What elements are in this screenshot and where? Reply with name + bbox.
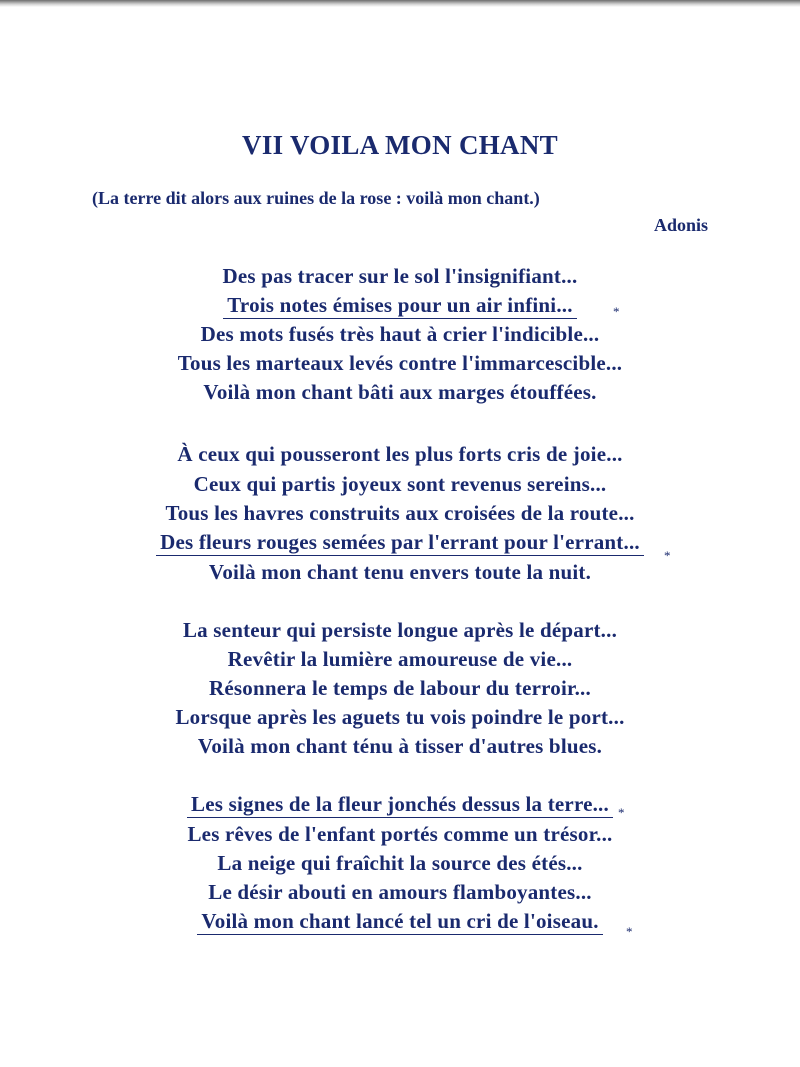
poem-title: VII VOILA MON CHANT xyxy=(242,130,558,160)
verse-line: Des pas tracer sur le sol l'insignifiant... xyxy=(222,264,578,288)
verse-line: Tous les marteaux levés contre l'immarcescible... xyxy=(177,351,623,375)
verse-line: Revêtir la lumière amoureuse de vie... xyxy=(227,647,573,671)
verse-line-underlined: Les signes de la fleur jonchés dessus la terre... xyxy=(0,790,800,819)
top-border xyxy=(0,0,800,7)
asterisk-mark: * xyxy=(664,548,671,563)
verse-line: À ceux qui pousseront les plus forts cris de joie... xyxy=(177,442,623,466)
asterisk-mark: * xyxy=(618,805,625,820)
verse-line: Voilà mon chant bâti aux marges étouffées. xyxy=(203,380,597,404)
asterisk-mark: * xyxy=(613,304,620,319)
verse-line: Tous les havres construits aux croisées de la route... xyxy=(165,501,635,525)
verse-line-underlined: Trois notes émises pour un air infini... xyxy=(0,291,800,320)
verse-line: Le désir abouti en amours flamboyantes... xyxy=(208,880,592,904)
epigraph-author: Adonis xyxy=(653,215,708,235)
asterisk-mark: * xyxy=(626,924,633,939)
verse-line: Résonnera le temps de labour du terroir... xyxy=(209,676,591,700)
verse-line: Lorsque après les aguets tu vois poindre le port... xyxy=(175,705,625,729)
verse-line-underlined: Voilà mon chant lancé tel un cri de l'oiseau. xyxy=(0,907,800,936)
epigraph: (La terre dit alors aux ruines de la rose : voilà mon chant.) xyxy=(92,188,540,208)
verse-line: La senteur qui persiste longue après le départ... xyxy=(182,618,618,642)
verse-line: Des mots fusés très haut à crier l'indicible... xyxy=(200,322,600,346)
verse-line: La neige qui fraîchit la source des étés... xyxy=(217,851,583,875)
verse-line: Voilà mon chant ténu à tisser d'autres blues. xyxy=(197,734,603,758)
verse-line: Les rêves de l'enfant portés comme un trésor... xyxy=(187,822,613,846)
verse-line: Ceux qui partis joyeux sont revenus sereins... xyxy=(193,472,607,496)
verse-line: Voilà mon chant tenu envers toute la nuit. xyxy=(208,560,592,584)
verse-line-underlined: Des fleurs rouges semées par l'errant pour l'errant... xyxy=(0,528,800,557)
